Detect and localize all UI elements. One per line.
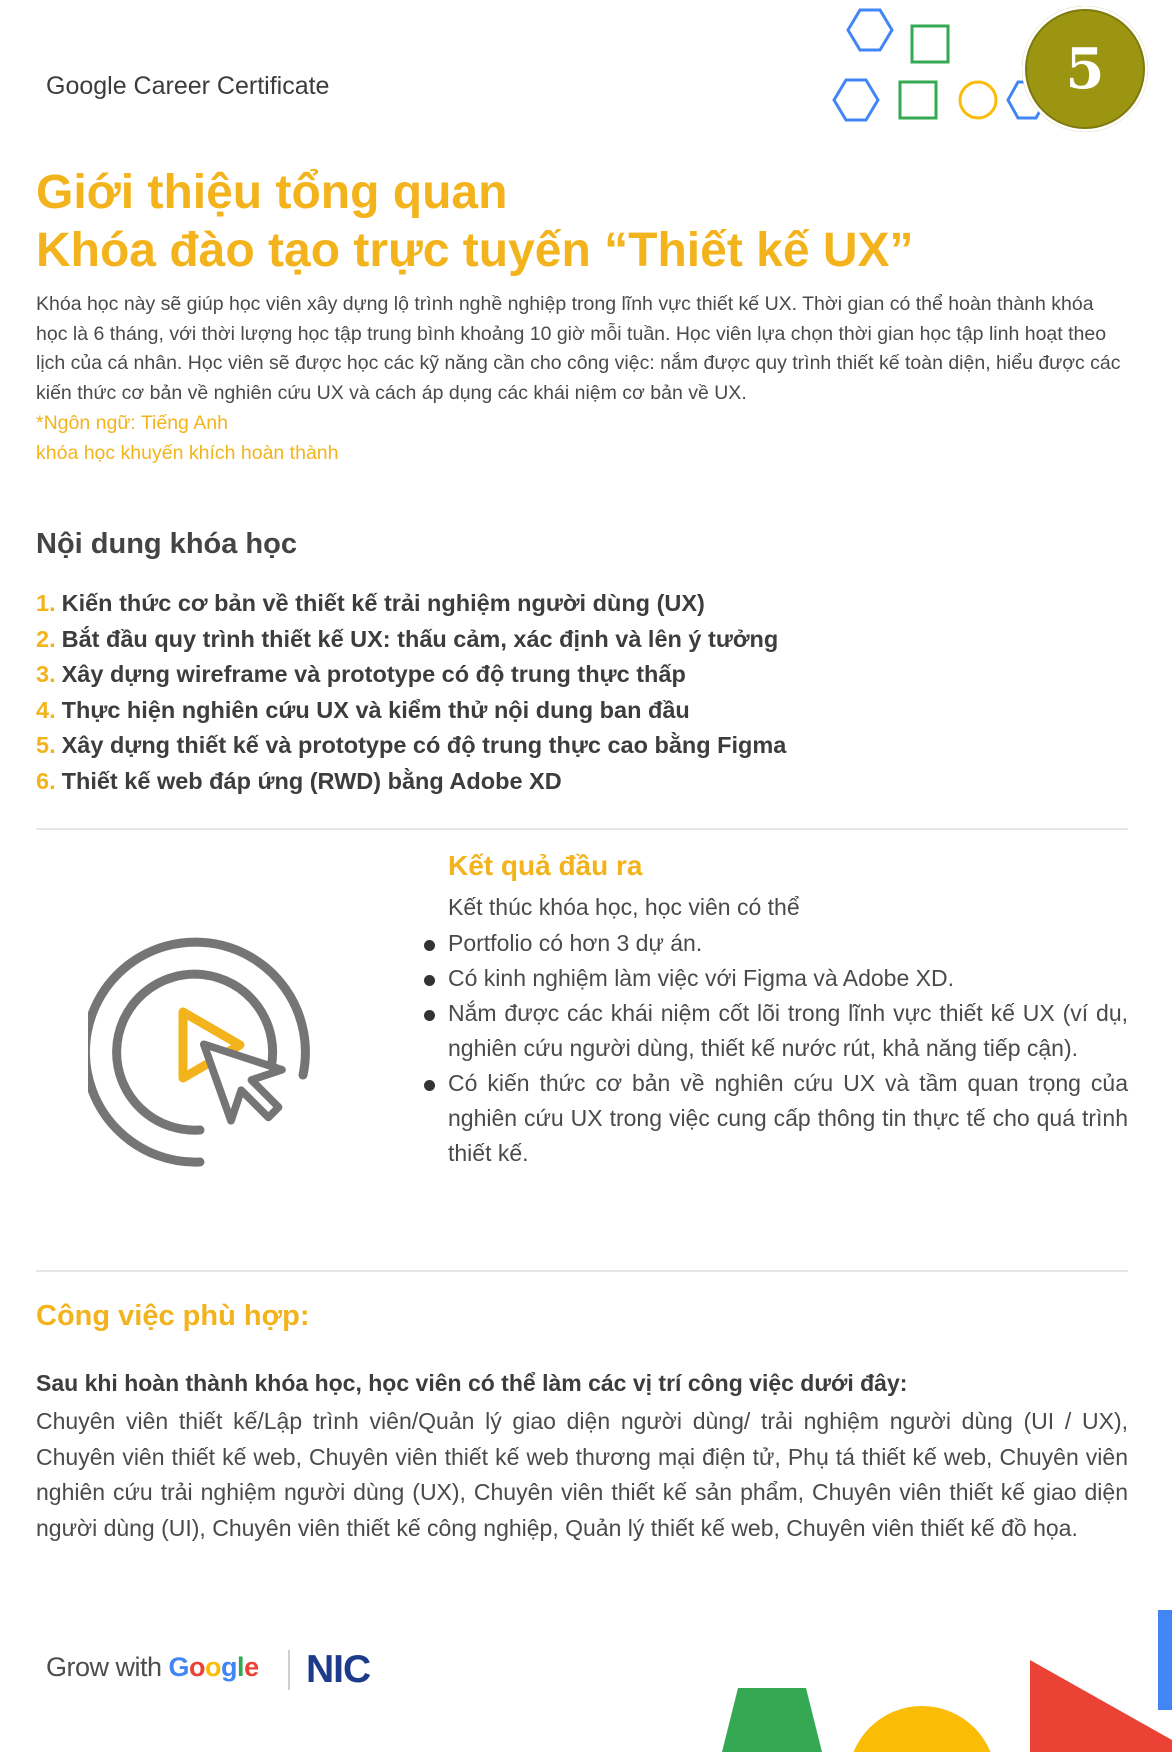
outcomes-heading: Kết quả đầu ra: [448, 850, 643, 881]
list-item: 4. Thực hiện nghiên cứu UX và kiểm thử nội dung ban đầu: [36, 696, 690, 723]
list-item: 6. Thiết kế web đáp ứng (RWD) bằng Adobe XD: [36, 767, 562, 794]
title-line-2: Khóa đào tạo trực tuyến “Thiết kế UX”: [36, 224, 914, 277]
outcomes-intro: Kết thúc khóa học, học viên có thể: [448, 894, 800, 920]
jobs-heading: Công việc phù hợp:: [36, 1300, 310, 1332]
list-item: Nắm được các khái niệm cốt lõi trong lĩnh vực thiết kế UX (ví dụ, nghiên cứu người dùng, thiết kế nước rút, khả năng tiếp cận).: [424, 996, 1128, 1066]
divider: [36, 1270, 1128, 1272]
footer-decoration: [0, 1580, 1172, 1752]
outcomes-list: [424, 926, 1128, 1171]
nic-logo: NIC: [306, 1648, 371, 1691]
completion-note: khóa học khuyến khích hoàn thành: [36, 442, 339, 464]
intro-notes: [36, 408, 338, 468]
list-item: Có kinh nghiệm làm việc với Figma và Adobe XD.: [424, 961, 1128, 996]
list-item: Có kiến thức cơ bản về nghiên cứu UX và tầm quan trọng của nghiên cứu UX trong việc cung cấp thông tin thực tế cho quá trình thiết kế.: [424, 1066, 1128, 1171]
intro-paragraph: Khóa học này sẽ giúp học viên xây dựng lộ trình nghề nghiệp trong lĩnh vực thiết kế UX. Thời gian có thể hoàn thành khóa học là 6 tháng, với thời lượng học tập trung bình khoảng 10 giờ mỗi tuần. Học viên lựa chọn thời gian học tập linh hoạt theo lịch của cá nhân. Học viên sẽ được học các kỹ năng cần cho công việc: nắm được quy trình thiết kế toàn diện, hiểu được các kiến thức cơ bản về nghiên cứu UX và cách áp dụng các khái niệm cơ bản về UX.: [36, 293, 1121, 404]
list-item: 2. Bắt đầu quy trình thiết kế UX: thấu cảm, xác định và lên ý tưởng: [36, 625, 779, 652]
course-content-heading: Nội dung khóa học: [36, 528, 297, 560]
list-item: 1. Kiến thức cơ bản về thiết kế trải nghiệm người dùng (UX): [36, 590, 705, 616]
list-item: Portfolio có hơn 3 dự án.: [424, 926, 1128, 961]
jobs-list-text: Chuyên viên thiết kế/Lập trình viên/Quản lý giao diện người dùng/ trải nghiệm người dùng (UI / UX), Chuyên viên thiết kế web, Chuyên viên thiết kế web thương mại điện tử, Phụ tá thiết kế web, Chuyên viên nghiên cứu trải nghiệm người dùng (UX), Chuyên viên thiết kế sản phẩm, Chuyên viên thiết kế giao diện người dùng (UI), Chuyên viên thiết kế công nghiệp, Quản lý thiết kế web, Chuyên viên thiết kế đồ họa.: [36, 1408, 1128, 1541]
list-item: 5. Xây dựng thiết kế và prototype có độ trung thực cao bằng Figma: [36, 732, 787, 758]
list-item: 3. Xây dựng wireframe và prototype có độ trung thực thấp: [36, 661, 686, 687]
page-number-badge: 5: [1022, 6, 1148, 132]
page-title: [36, 164, 1036, 280]
play-cursor-icon: [88, 930, 338, 1180]
language-note: *Ngôn ngữ: Tiếng Anh: [36, 412, 228, 434]
divider: [36, 828, 1128, 830]
course-content-list: [36, 586, 786, 799]
jobs-lead: Sau khi hoàn thành khóa học, học viên có thể làm các vị trí công việc dưới đây:: [36, 1370, 908, 1396]
brand-title: Google Career Certificate: [46, 72, 330, 100]
grow-with-google-logo: Grow with Google: [46, 1652, 259, 1682]
grow-prefix: Grow with: [46, 1652, 169, 1682]
title-line-1: Giới thiệu tổng quan: [36, 166, 508, 219]
